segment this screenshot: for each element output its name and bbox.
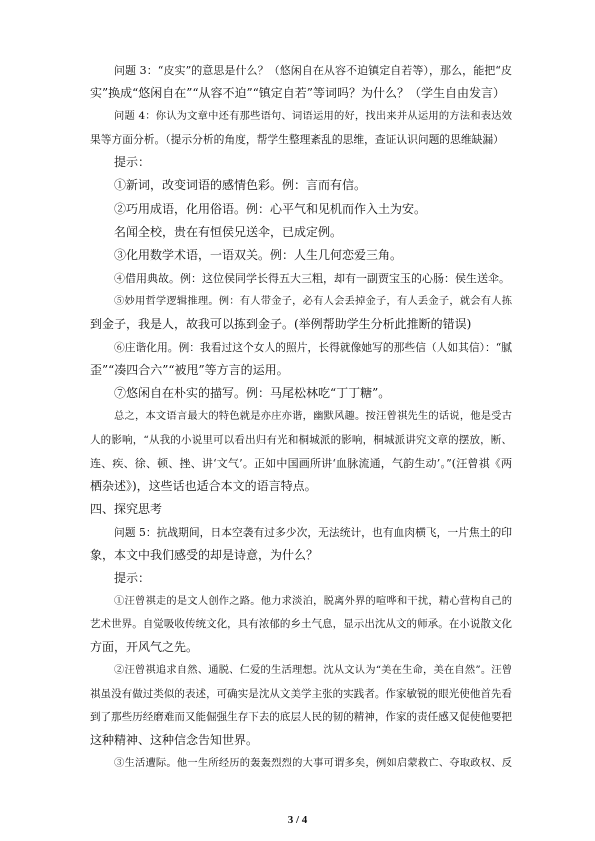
text-line: 到金子，我是人，故我可以拣到金子。(举例帮助学生分析此推断的错误) (90, 317, 472, 332)
text-line: 名闻全校，贵在有恒侯兄送伞，已成定例。 (114, 224, 343, 239)
text-line: 歪”“凑四合六”“被甩”等方言的运用。 (90, 363, 289, 378)
text-line: 栖杂述》)，这些话也适合本文的语言特点。 (90, 478, 317, 493)
text-line: ①汪曾祺走的是文人创作之路。他力求淡泊，脱离外界的喧哗和干扰，精心营构自己的 (114, 595, 512, 608)
text-line: ⑦悠闲自在朴实的描写。例：马尾松林吃“丁丁糖”。 (114, 386, 391, 401)
text-line: 总之，本文语言最大的特色就是亦庄亦谐，幽默风趣。按汪曾祺先生的话说，他是受古 (114, 410, 512, 423)
text-line: 这种精神、这种信念告知世界。 (90, 732, 259, 747)
text-line: ⑤妙用哲学逻辑推理。例：有人带金子，必有人会丢掉金子，有人丢金子，就会有人拣 (114, 294, 512, 307)
text-line: ②巧用成语，化用俗语。例：心平气和见机而作入土为安。 (114, 201, 427, 216)
text-line: 方面，开风气之先。 (90, 640, 199, 655)
text-line: 实”换成“悠闲自在”“从容不迫”“镇定自若”等词吗？为什么？（学生自由发言） (90, 86, 505, 101)
text-line: 四、探究思考 (90, 501, 163, 516)
page-number: 3 / 4 (287, 814, 308, 826)
text-line: 祺虽没有做过类似的表述，可确实是沈从文美学主张的实践者。作家敏锐的眼光使他首先看 (90, 687, 512, 700)
text-line: ①新词，改变词语的感情色彩。例：言而有信。 (114, 178, 367, 193)
text-line: ④借用典故。例：这位侯同学长得五大三粗，却有一副贾宝玉的心肠：侯生送伞。 (114, 271, 510, 285)
text-line: 果等方面分析。（提示分析的角度，帮学生整理紊乱的思维，查证认识问题的思维缺漏） (90, 133, 504, 147)
text-line: 提示： (114, 571, 151, 586)
text-line: 象，本文中我们感受的却是诗意，为什么？ (90, 547, 319, 562)
text-line: 艺术世界。自觉吸收传统文化，具有浓郁的乡土气息，显示出沈从文的师承。在小说散文化 (90, 618, 512, 631)
text-line: ③生活遭际。他一生所经历的轰轰烈烈的大事可谓多矣，例如启蒙救亡、夺取政权、反 (114, 756, 512, 769)
text-line: 问题 5：抗战期间，日本空袭有过多少次，无法统计，也有血肉横飞，一片焦土的印 (114, 525, 512, 539)
text-line: 连、疾、徐、顿、挫、讲‘文气’。正如中国画所讲‘血脉流通，气韵生动’。”(汪曾祺《两 (90, 456, 512, 470)
text-line: 问题 3：“皮实”的意思是什么？（悠闲自在从容不迫镇定自若等），那么，能把“皮 (114, 64, 512, 77)
text-line: 问题 4：你认为文章中还有那些语句、词语运用的好，找出来并从运用的方法和表达效 (114, 110, 512, 123)
document-body (90, 59, 512, 775)
text-line: 提示： (114, 155, 151, 170)
text-line: ③化用数学术语，一语双关。例：人生几何恋爱三角。 (114, 247, 403, 262)
text-line: 到了那些历经磨难而又能倔强生存下去的底层人民的韧的精神，作家的责任感又促使他要把 (90, 710, 512, 723)
text-line: ⑥庄谐化用。例：我看过这个女人的照片，长得就像她写的那些信（人如其信）：“腻 (114, 341, 512, 355)
text-line: 人的影响，“从我的小说里可以看出归有光和桐城派的影响，桐城派讲究文章的摆放，断、 (90, 433, 512, 446)
text-line: ②汪曾祺追求自然、通脱、仁爱的生活理想。沈从文认为“美在生命，美在自然”。汪曾 (114, 664, 512, 677)
